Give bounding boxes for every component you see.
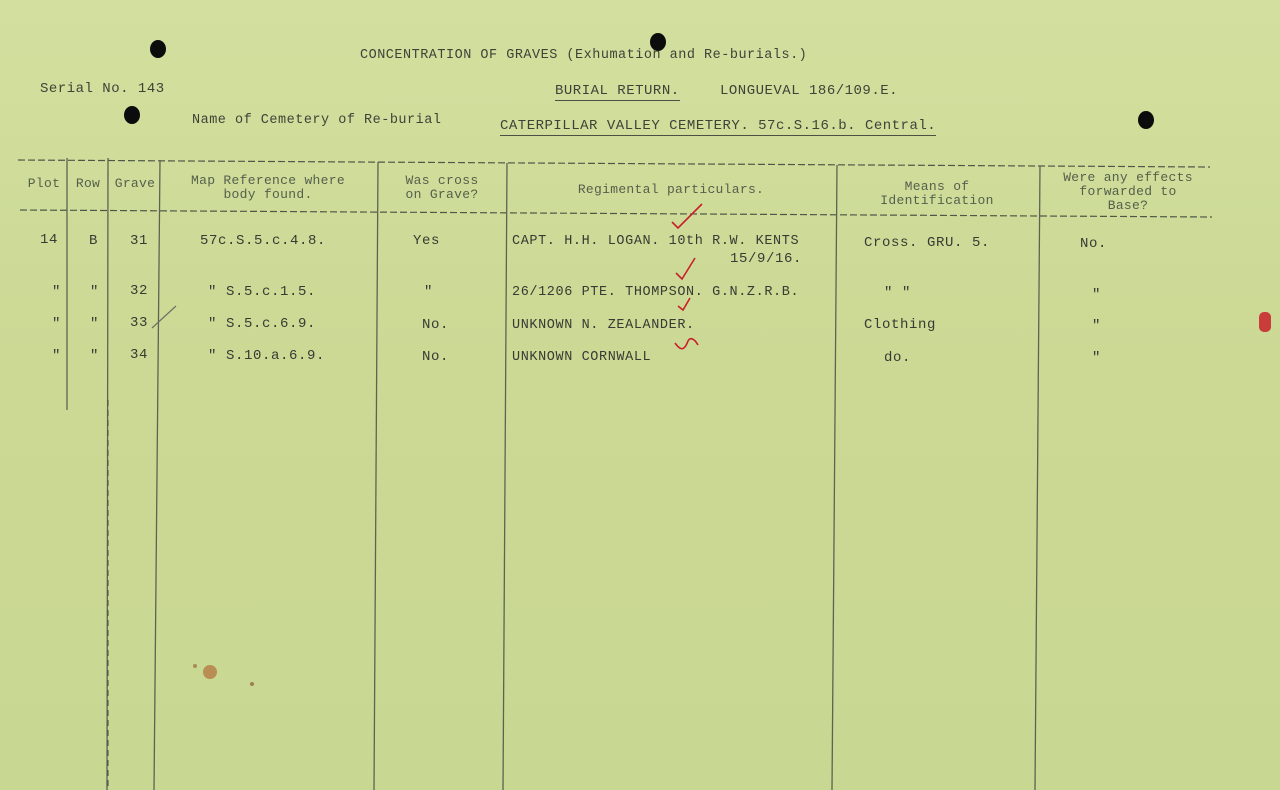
return-label: BURIAL RETURN. xyxy=(555,83,680,99)
cross-cell: Yes xyxy=(413,233,441,249)
map-reference-cell: " S.5.c.1.5. xyxy=(208,284,317,300)
row-cell: " xyxy=(90,348,100,364)
column-header-particulars: Regimental particulars. xyxy=(577,182,765,197)
identification-cell: Cross. GRU. 5. xyxy=(864,235,991,251)
serial-number: Serial No. 143 xyxy=(40,81,165,97)
particulars-cell: UNKNOWN CORNWALL xyxy=(512,350,652,365)
cross-cell: " xyxy=(424,284,434,300)
plot-cell: " xyxy=(52,348,62,364)
column-header-grave: Grave xyxy=(114,176,156,191)
column-header-effects: Were any effects forwarded to Base? xyxy=(1063,170,1193,213)
row-cell: B xyxy=(89,233,99,249)
effects-cell: " xyxy=(1092,318,1102,334)
identification-cell: " " xyxy=(884,285,912,301)
particulars-cell: CAPT. H.H. LOGAN. 10th R.W. KENTS xyxy=(512,234,800,249)
plot-cell: " xyxy=(52,316,62,332)
cross-cell: No. xyxy=(422,317,450,333)
effects-cell: " xyxy=(1092,350,1102,366)
particulars-cell: 26/1206 PTE. THOMPSON. G.N.Z.R.B. xyxy=(512,285,800,300)
cemetery-label: Name of Cemetery of Re-burial xyxy=(192,113,442,128)
plot-cell: " xyxy=(52,284,62,300)
column-header-row: Row xyxy=(75,176,101,191)
column-header-plot: Plot xyxy=(27,176,61,191)
identification-cell: do. xyxy=(884,350,912,366)
row-cell: " xyxy=(90,316,100,332)
grave-cell: 33 xyxy=(130,315,149,331)
plot-cell: 14 xyxy=(40,232,59,248)
grave-cell: 32 xyxy=(130,283,149,299)
cross-cell: No. xyxy=(422,349,450,365)
effects-cell: No. xyxy=(1080,236,1108,252)
effects-cell: " xyxy=(1092,287,1102,303)
grave-cell: 34 xyxy=(130,347,149,363)
return-location: LONGUEVAL 186/109.E. xyxy=(720,83,899,99)
column-header-cross: Was cross on Grave? xyxy=(405,173,479,202)
map-reference-cell: " S.10.a.6.9. xyxy=(208,348,326,364)
document-title: CONCENTRATION OF GRAVES (Exhumation and Re-burials.) xyxy=(360,48,808,63)
particulars-cell: UNKNOWN N. ZEALANDER. xyxy=(512,318,695,333)
cemetery-name: CATERPILLAR VALLEY CEMETERY. 57c.S.16.b. Central. xyxy=(500,118,937,134)
map-reference-cell: " S.5.c.6.9. xyxy=(208,316,317,332)
particulars-date-cell: 15/9/16. xyxy=(730,251,803,267)
column-header-identification: Means of Identification xyxy=(880,179,994,208)
identification-cell: Clothing xyxy=(864,317,937,333)
grave-cell: 31 xyxy=(130,233,149,249)
map-reference-cell: 57c.S.5.c.4.8. xyxy=(200,233,327,249)
row-cell: " xyxy=(90,284,100,300)
column-header-map-reference: Map Reference where body found. xyxy=(191,173,345,202)
